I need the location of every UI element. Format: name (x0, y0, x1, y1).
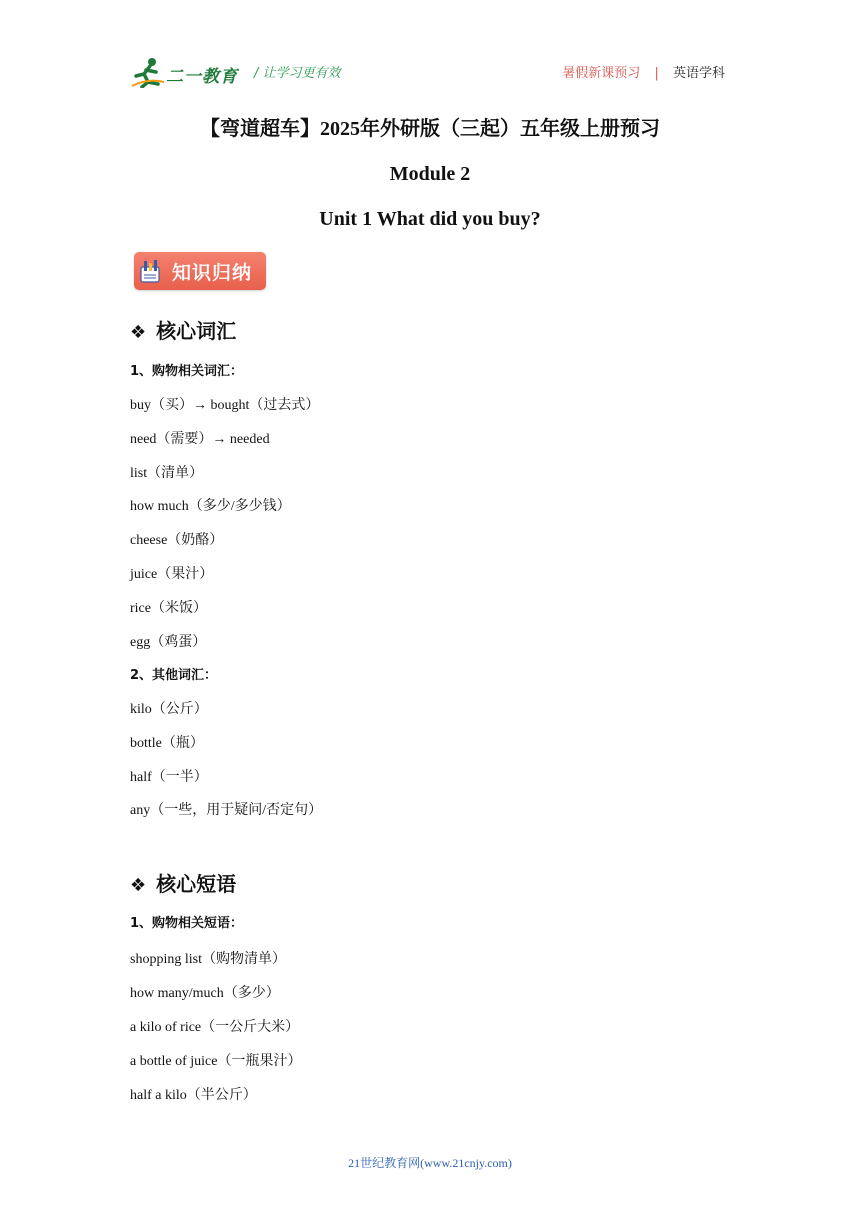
list-item: rice（米饭） (130, 601, 207, 616)
vocab-heading-text: 核心词汇 (156, 319, 237, 343)
phrases-heading (130, 868, 236, 897)
page-footer: 21世纪教育网(www.21cnjy.com) (348, 1156, 512, 1170)
vocab-heading (130, 315, 236, 344)
knowledge-summary-badge (134, 252, 266, 290)
module-title: Module 2 (389, 163, 471, 185)
list-item: egg（鸡蛋） (130, 635, 207, 650)
list-item: shopping list（购物清单） (130, 952, 286, 967)
list-item: cheese（奶酪） (130, 533, 224, 548)
logo-text: 二一教育 (166, 67, 238, 86)
runner-logo-icon (130, 56, 166, 88)
list-item: how much（多少/多少钱） (130, 499, 291, 514)
list-item: how many/much（多少） (130, 986, 280, 1001)
list-item: half（一半） (130, 770, 208, 785)
title-block (0, 110, 860, 236)
vocab-group2-label: 2、其他词汇： (130, 668, 218, 683)
list-item: list（清单） (130, 466, 204, 481)
phrases-heading-text: 核心短语 (156, 872, 237, 896)
document-title: 【弯道超车】2025年外研版（三起）五年级上册预习 (200, 118, 660, 140)
logo (130, 56, 242, 88)
unit-title: Unit 1 What did you buy? (319, 208, 541, 230)
badge-label: 知识归纳 (172, 262, 253, 284)
list-item: bottle（瓶） (130, 736, 204, 751)
vocab-group1-label: 1、购物相关词汇： (130, 364, 244, 379)
list-item: half a kilo（半公斤） (130, 1088, 257, 1103)
books-icon (140, 259, 160, 283)
page-header (130, 56, 725, 90)
list-item: a kilo of rice（一公斤大米） (130, 1020, 300, 1035)
subject-label: 英语学科 (672, 66, 725, 81)
list-item: kilo（公斤） (130, 702, 208, 717)
diamond-bullet-icon: ❖ (130, 322, 147, 343)
phrases-group1-label: 1、购物相关短语： (130, 916, 244, 931)
header-separator: | (654, 66, 659, 81)
list-item: need（需要）→ needed (130, 432, 270, 447)
season-label: 暑假新课预习 (562, 66, 641, 81)
list-item: buy（买）→ bought（过去式） (130, 398, 320, 413)
header-meta (562, 62, 725, 81)
list-item: any（一些，用于疑问/否定句） (130, 803, 323, 818)
list-item: juice（果汁） (130, 567, 214, 582)
list-item: a bottle of juice（一瓶果汁） (130, 1054, 302, 1069)
slogan: / 让学习更有效 (254, 66, 341, 81)
diamond-bullet-icon: ❖ (130, 875, 147, 896)
